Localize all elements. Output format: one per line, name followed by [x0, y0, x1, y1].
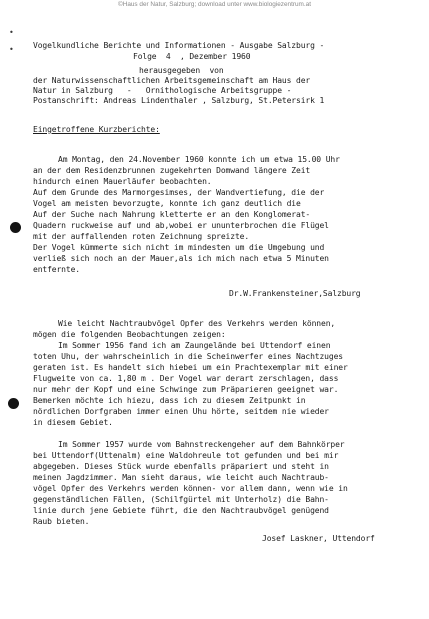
- report-2-line: Raub bieten.: [33, 517, 90, 526]
- report-2-line: meinen Jagdzimmer. Man sieht daraus, wie leicht auch Nachtraub-: [33, 473, 329, 482]
- report-2-line: in diesem Gebiet.: [33, 418, 113, 427]
- report-1-line: Auf der Suche nach Nahrung kletterte er an den Konglomerat-: [33, 210, 311, 219]
- header-title: Vogelkundliche Berichte und Informationen - Ausgabe Salzburg -: [33, 41, 325, 50]
- margin-mark: •: [9, 45, 14, 54]
- report-2-line: Im Sommer 1956 fand ich am Zaungelände bei Uttendorf einen: [58, 341, 331, 350]
- report-2-line: Im Sommer 1957 wurde vom Bahnstreckengeher auf dem Bahnkörper: [58, 440, 345, 449]
- report-2-line: gegenständlichen Fällen, (Schilfgürtel mit Unterholz) die Bahn-: [33, 495, 329, 504]
- punch-hole: [10, 222, 21, 233]
- report-1-line: Quadern ruckweise auf und ab,wobei er ununterbrochen die Flügel: [33, 221, 329, 230]
- report-1-line: mit der auffallenden roten Zeichnung spreizte.: [33, 232, 250, 241]
- report-1-line: Vogel am meisten bevorzugte, konnte ich ganz deutlich die: [33, 199, 306, 208]
- punch-hole: [8, 398, 19, 409]
- report-2-line: Bemerken möchte ich hiezu, dass ich zu diesem Zeitpunkt in: [33, 396, 306, 405]
- margin-mark: •: [9, 28, 14, 37]
- report-2-line: nördlichen Dorfgraben immer einen Uhu hörte, seitdem nie wieder: [33, 407, 329, 416]
- report-2-line: linie durch jene Gebiete führt, die den Nachtraubvögel genügend: [33, 506, 329, 515]
- header-publisher-label: herausgegeben von: [139, 66, 224, 75]
- report-2-line: mögen die folgenden Beobachtungen zeigen:: [33, 330, 226, 339]
- report-1-line: Am Montag, den 24.November 1960 konnte ich um etwa 15.00 Uhr: [58, 155, 340, 164]
- section-title: Eingetroffene Kurzberichte:: [33, 125, 160, 134]
- header-issue: Folge 4 , Dezember 1960: [133, 52, 251, 61]
- header-publisher: der Naturwissenschaftlichen Arbeitsgemeinschaft am Haus der: [33, 76, 311, 85]
- report-1-author: Dr.W.Frankensteiner,Salzburg: [229, 289, 361, 298]
- report-2-line: nur mehr der Kopf und eine Schwinge zum Präparieren geeignet war.: [33, 385, 339, 394]
- report-1-line: hindurch einen Mauerläufer beobachten.: [33, 177, 212, 186]
- report-1-line: verließ sich noch an der Mauer,als ich mich nach etwa 5 Minuten: [33, 254, 329, 263]
- header-publisher-group: Natur in Salzburg - Ornithologische Arbeitsgruppe -: [33, 86, 292, 95]
- report-1-line: Der Vogel kümmerte sich nicht im mindesten um die Umgebung und: [33, 243, 325, 252]
- report-2-line: Wie leicht Nachtraubvögel Opfer des Verkehrs werden können,: [58, 319, 336, 328]
- report-1-line: an der dem Residenzbrunnen zugekehrten Domwand längere Zeit: [33, 166, 311, 175]
- report-2-line: vögel Opfer des Verkehrs werden können- vor allem dann, wenn wie in: [33, 484, 348, 493]
- report-1-line: Auf dem Grunde des Marmorgesimses, der Wandvertiefung, die der: [33, 188, 325, 197]
- report-2-line: geraten ist. Es handelt sich hiebei um ein Prachtexemplar mit einer: [33, 363, 348, 372]
- report-2-line: Flugweite von ca. 1,80 m . Der Vogel war derart zerschlagen, dass: [33, 374, 339, 383]
- copyright-watermark: ©Haus der Natur, Salzburg; download unter www.biologiezentrum.at: [118, 1, 311, 8]
- report-2-line: bei Uttendorf(Uttenalm) eine Waldohreule tot gefunden und bei mir: [33, 451, 339, 460]
- report-1-line: entfernte.: [33, 265, 80, 274]
- report-2-line: toten Uhu, der wahrscheinlich in die Scheinwerfer eines Nachtzuges: [33, 352, 343, 361]
- header-address: Postanschrift: Andreas Lindenthaler , Salzburg, St.Petersirk 1: [33, 96, 325, 105]
- report-2-line: abgegeben. Dieses Stück wurde ebenfalls präpariert und steht in: [33, 462, 329, 471]
- report-2-author: Josef Laskner, Uttendorf: [262, 534, 375, 543]
